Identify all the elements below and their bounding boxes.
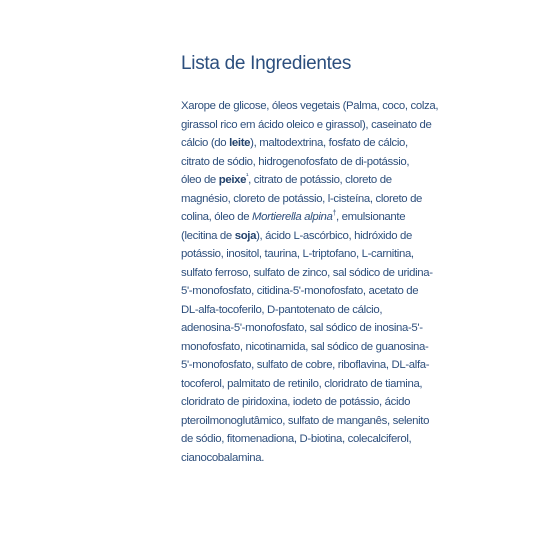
- ingredients-title: Lista de Ingredientes: [181, 53, 352, 74]
- ingredient-line: [181, 208, 431, 227]
- ingredient-text: tocoferol, palmitato de retinilo, cloridrato de tiamina,: [181, 377, 423, 390]
- ingredient-text: magnésio, cloreto de potássio, l-cisteína, cloreto de: [181, 192, 423, 205]
- ingredient-text: (lecitina de: [181, 229, 235, 242]
- ingredients-text: [181, 97, 439, 467]
- ingredient-line: [181, 264, 431, 283]
- ingredient-text: , citrato de potássio, cloreto de: [248, 174, 392, 186]
- ingredient-line: [181, 171, 431, 190]
- ingredient-text: 5'-monofosfato, sulfato de cobre, riboflavina, DL-alfa-: [181, 359, 430, 371]
- ingredient-line: [181, 393, 431, 412]
- ingredient-text: cianocobalamina.: [181, 451, 265, 464]
- ingredient-line: [181, 301, 431, 320]
- footnote-mark: †: [332, 210, 337, 218]
- ingredient-text: 5'-monofosfato, citidina-5'-monofosfato, acetato de: [181, 285, 419, 297]
- ingredient-line: [181, 375, 431, 394]
- ingredient-text: Xarope de glicose, óleos vegetais (Palma, coco, colza,: [181, 100, 439, 112]
- ingredient-text: colina, óleo de: [181, 211, 253, 223]
- ingredient-line: [181, 97, 439, 116]
- ingredient-line: [181, 282, 431, 301]
- ingredient-line: [181, 338, 431, 357]
- ingredient-line: [181, 245, 431, 264]
- ingredient-line: [181, 319, 431, 338]
- ingredient-line: [181, 190, 431, 209]
- ingredient-text: ), ácido L-ascórbico, hidróxido de: [256, 229, 412, 242]
- ingredient-text: adenosina-5'-monofosfato, sal sódico de inosina-5'-: [181, 322, 423, 334]
- ingredient-text: potássio, inositol, taurina, L-triptofano, L-carnitina,: [181, 248, 414, 260]
- ingredient-line: [181, 134, 431, 153]
- allergen-text: soja: [234, 229, 257, 242]
- ingredient-line: [181, 153, 431, 172]
- ingredient-text: cálcio (do: [181, 137, 230, 149]
- ingredient-text: monofosfato, nicotinamida, sal sódico de guanosina-: [181, 340, 429, 353]
- ingredient-line: [181, 116, 431, 135]
- ingredient-line: [181, 356, 431, 375]
- ingredient-line: [181, 227, 431, 246]
- ingredients-panel: [181, 52, 439, 467]
- ingredient-text: citrato de sódio, hidrogenofosfato de di-potássio,: [181, 155, 410, 168]
- ingredient-line: [181, 412, 431, 431]
- ingredient-text: sulfato ferroso, sulfato de zinco, sal sódico de uridina-: [181, 266, 433, 279]
- ingredient-text: ), maltodextrina, fosfato de cálcio,: [250, 137, 408, 149]
- ingredient-text: de sódio, fitomenadiona, D-biotina, colecalciferol,: [181, 433, 412, 445]
- ingredient-text: pteroilmonoglutâmico, sulfato de manganês, selenito: [181, 414, 430, 427]
- allergen-text: peixe: [218, 174, 247, 186]
- ingredient-text: óleo de: [181, 174, 219, 186]
- allergen-text: leite: [229, 137, 251, 149]
- ingredient-text: cloridrato de piridoxina, iodeto de potássio, ácido: [181, 396, 411, 408]
- ingredient-text: girassol rico em ácido oleico e girassol), caseinato de: [181, 118, 432, 131]
- ingredient-text: Mortierella alpina: [252, 211, 333, 223]
- ingredient-text: DL-alfa-tocoferilo, D-pantotenato de cálcio,: [181, 303, 383, 316]
- footnote-mark: ¹: [246, 173, 249, 181]
- ingredient-line: [181, 430, 431, 449]
- ingredient-text: , emulsionante: [336, 211, 406, 223]
- ingredient-line: [181, 449, 431, 468]
